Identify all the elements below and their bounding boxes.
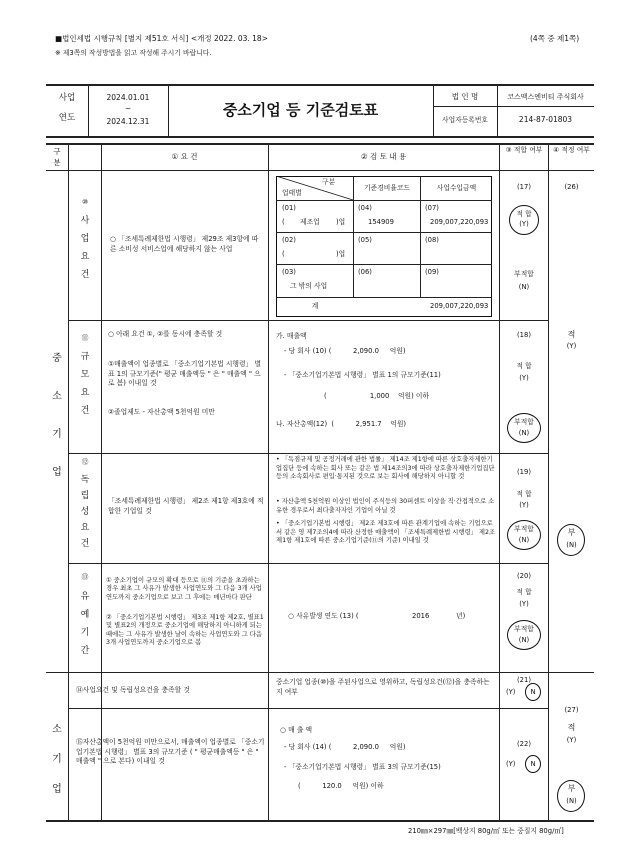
small-apply-no: (27) (564, 706, 579, 714)
scale-rev-b: - 당 회사 (10) ( 2,090.0 억원) (284, 347, 406, 355)
small-row2-req: ⑮자산총액이 5천억원 미만으로서, 매출액이 업종별로 「중소기업기본법 시행령」 별표 3의 규모기준 ( " 평균매출액등 " 은 " 매출액 " 으로 본다) 이내일 것 (76, 738, 265, 766)
scale-rev-e: 나. 자산총액(12) ( 2,951.7 억원) (276, 420, 407, 428)
scale-rev-a: 가. 매출액 (276, 332, 307, 340)
business-fit-no-label: 부적합 (514, 270, 534, 278)
indep-rev-1: • 「독점규제 및 공정거래에 관한 법률」 제14조 제1항에 따른 상호출자제한기업집단 등에 속하는 회사 또는 같은 법 제14조의3에 따라 상호출자제한기업집단 등의 소속회사로 편입·통지된 것으로 보는 회사에 해당하지 아니할 것 (276, 456, 495, 481)
r3-rev-no: (09) (425, 268, 439, 276)
grace-no: ⑬ (81, 573, 89, 581)
scale-name: 규모요건 (80, 352, 90, 416)
table-head-revenue: 사업수입금액 (436, 184, 477, 192)
grace-review-label: ○ 사유발생 연도 (13) ( (288, 612, 359, 620)
col-apply: ④ 적정 여부 (553, 146, 590, 154)
business-fit-no: (17) (517, 183, 531, 191)
grace-fit-no: (20) (517, 572, 531, 580)
business-fit-yes: 적 합 (516, 210, 532, 218)
date-to: 2024.12.31 (106, 117, 150, 126)
small-apply-yes: 적 (567, 723, 576, 732)
form-reference: ■법인세법 시행규칙 [별지 제51호 서식] <개정 2022. 03. 18> (55, 34, 268, 43)
sme-apply-no: (26) (564, 183, 579, 191)
total-label: 계 (311, 302, 319, 310)
small-rev-b: - 당 회사 (14) ( 2,090.0 억원) (284, 743, 406, 751)
date-from: 2024.01.01 (106, 93, 150, 102)
r2-paren-l: ( (282, 250, 285, 258)
scale-fit-no-label: 부적합 (514, 418, 534, 426)
grace-review-unit: 년) (456, 612, 466, 620)
business-requirement: ○ 「조세특례제한법 시행령」 제29조 제3항에 따른 소비성 서비스업에 해당하지 않는 사업 (110, 235, 259, 253)
col-gubun: 구분 (53, 147, 61, 167)
col-review: ② 검 토 내 용 (360, 152, 407, 161)
scale-req-1: ○ 아래 요건 ①, ②를 동시에 충족할 것 (108, 330, 223, 338)
table-head-code: 기준경비율코드 (364, 184, 410, 192)
small-row1-fit-no: (21) (517, 676, 531, 684)
table-head-type: 업태별 (282, 189, 302, 197)
scale-fit-y: (Y) (519, 374, 529, 382)
grace-name: 유예기간 (80, 592, 90, 656)
bizno: 214-87-01803 (518, 115, 573, 124)
scale-req-2: ①매출액이 업종별로 「중소기업기본법 시행령」 별표 1의 규모기준(" 평균 매출액등 " 은 " 매출액 " 으로 봄) 이내일 것 (108, 360, 262, 388)
instruction-notice: ※ 제3쪽의 작성방법을 읽고 작성해 주시기 바랍니다. (55, 49, 212, 57)
small-apply-no-label: 부 (567, 784, 576, 793)
r3-no: (03) (282, 268, 296, 276)
indep-fit-no: (19) (517, 468, 531, 476)
grace-review-year: 2016 (412, 612, 430, 620)
small-section-label: 소기업 (52, 724, 62, 795)
sme-section-label: 중소기업 (52, 353, 62, 478)
business-no: ⑩ (81, 198, 89, 206)
grace-fit-yes: 적 합 (516, 588, 532, 596)
r1-paren-r: )업 (336, 218, 346, 226)
grace-fit-y: (Y) (519, 600, 529, 608)
sme-apply-no-label: 부 (567, 528, 576, 537)
r2-paren-r: )업 (336, 250, 346, 258)
indep-rev-2: • 자산총액 5천억원 이상인 법인이 주식등의 30퍼센트 이상을 직·간접적으로 소유한 경우로서 최다출자자인 기업이 아닐 것 (276, 498, 495, 514)
small-rev-d: ( 120.0 억원) 이하 (298, 782, 384, 790)
paper-spec: 210㎜×297㎜[백상지 80g/㎡ 또는 중질지 80g/㎡] (408, 827, 564, 835)
grace-fit-n: (N) (518, 636, 530, 644)
total-revenue: 209,007,220,093 (430, 302, 489, 310)
scale-fit-n: (N) (518, 429, 530, 437)
sme-apply-n: (N) (566, 541, 577, 549)
small-rev-c: - 「중소기업기본법 시행령」 별표 3의 규모기준(15) (284, 763, 441, 771)
bizno-label: 사업자등록번호 (442, 116, 488, 124)
document-title: 중소기업 등 기준검토표 (222, 101, 379, 119)
indep-name: 독립성요건 (80, 475, 90, 549)
grace-req-2: ② 「중소기업기본법 시행령」 제3조 제1항 제2호, 별표1 및 별표2의 개정으로 중소기업에 해당하지 아니하게 되는 때에는 그 사유가 발생한 날이 속하는 사업연도와 그 다음 3개 사업연도까지 중소기업으로 봄 (106, 614, 264, 647)
scale-req-3: ②졸업제도 - 자산총액 5천억원 미만 (108, 408, 215, 416)
scale-no: ⑪ (81, 334, 89, 342)
r1-code: 154909 (368, 218, 394, 226)
small-row1-y: (Y) (506, 688, 516, 696)
r1-revenue: 209,007,220,093 (430, 218, 489, 226)
indep-fit-yes: 적 합 (516, 490, 532, 498)
indep-no: ⑫ (81, 458, 89, 466)
scale-fit-no: (18) (517, 331, 531, 339)
corp-name: 코스맥스엔비티 주식회사 (507, 93, 584, 101)
grace-fit-no-label: 부적합 (514, 625, 534, 633)
indep-requirement: 「조세특례제한법 시행령」 제2조 제1항 제3호에 적합한 기업일 것 (108, 497, 264, 515)
small-row2-n: N (530, 760, 536, 768)
business-fit-y: (Y) (519, 220, 529, 228)
r1-code-no: (04) (358, 204, 372, 212)
r1-type: 제조업 (300, 218, 320, 226)
indep-rev-3: • 「중소기업기본법 시행령」 제2조 제3호에 따른 관계기업에 속하는 기업으로서 같은 영 제7조의4에 따라 산정한 매출액이 「조세특례제한법 시행령」 제2조 제1항 제1호에 따른 중소기업기준(⑪의 기준) 이내일 것 (276, 520, 496, 545)
page-number: (4쪽 중 제1쪽) (530, 34, 580, 43)
r1-paren-l: ( (282, 218, 285, 226)
small-row1-n: N (530, 688, 536, 696)
r3-type: 그 밖의 사업 (290, 282, 328, 290)
indep-fit-no-label: 부적합 (514, 525, 534, 533)
r1-rev-no: (07) (425, 204, 439, 212)
corp-name-label: 법 인 명 (451, 92, 479, 101)
grace-req-1: ① 중소기업이 규모의 확대 등으로 ⑪의 기준을 초과하는 경우 최초 그 사유가 발생한 사업연도와 그 다음 3개 사업연도까지 중소기업으로 보고 그 후에는 매년마다 판단 (106, 577, 262, 601)
r2-code-no: (05) (358, 236, 372, 244)
r2-rev-no: (08) (425, 236, 439, 244)
scale-rev-d: ( 1,000 억원) 이하 (324, 392, 430, 400)
r2-no: (02) (282, 236, 296, 244)
r1-no: (01) (282, 204, 296, 212)
sme-apply-yes: 적 (567, 330, 576, 339)
indep-fit-y: (Y) (519, 501, 529, 509)
r3-code-no: (06) (358, 268, 372, 276)
small-row1-review: 중소기업 업종(⑩)을 주된사업으로 영위하고, 독립성요건(⑫)을 충족하는지 여부 (276, 678, 490, 696)
business-name: 사업요건 (80, 216, 90, 280)
business-fit-n: (N) (518, 283, 530, 291)
scale-fit-yes: 적 합 (516, 362, 532, 370)
small-apply-n: (N) (566, 797, 577, 805)
col-requirement: ① 요 건 (171, 152, 198, 161)
small-rev-a: ○ 매 출 액 (280, 726, 313, 734)
col-fit: ③ 적합 여부 (505, 146, 543, 154)
indep-fit-n: (N) (518, 536, 530, 544)
business-year-label: 사업 (58, 93, 76, 103)
small-row1-req: ⑭사업요건 및 독립성요건을 충족할 것 (76, 686, 190, 694)
scale-rev-c: - 「중소기업기본법 시행령」 별표 1의 규모기준(11) (284, 371, 441, 379)
table-head-gubun: 구분 (322, 178, 336, 186)
small-row2-y: (Y) (506, 760, 516, 768)
sme-apply-y: (Y) (566, 342, 577, 350)
small-row2-fit-no: (22) (517, 740, 531, 748)
small-apply-y: (Y) (566, 736, 577, 744)
business-year-label-2: 연도 (58, 113, 76, 123)
date-tilde: ~ (124, 104, 132, 113)
